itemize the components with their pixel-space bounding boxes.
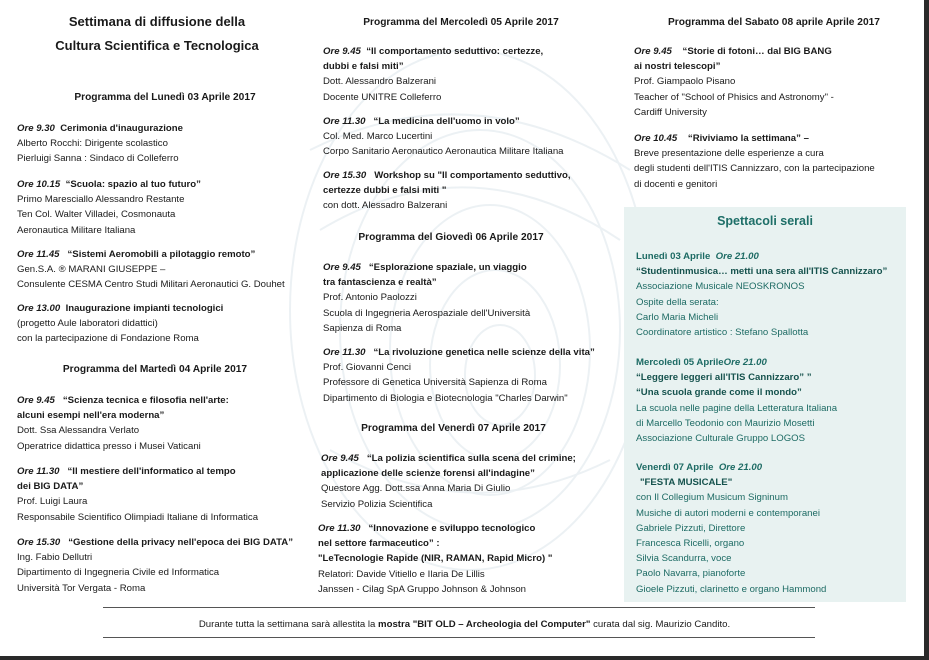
show-title: "FESTA MUSICALE" [640, 477, 733, 489]
program-item [17, 301, 223, 347]
item-detail: degli studenti dell'ITIS Cannizzaro, con la partecipazione [634, 163, 875, 175]
footer-exhibition: mostra "BIT OLD – Archeologia del Computer" [378, 619, 591, 630]
item-speaker: Col. Med. Marco Lucertini [323, 131, 433, 143]
show-time: Ore 21.00 [715, 251, 759, 262]
page-edge [924, 0, 929, 660]
item-time: Ore 11.30 [323, 347, 366, 358]
item-speaker: Gen.S.A. ® MARANI GIUSEPPE – [17, 264, 166, 276]
item-speaker: Ing. Fabio Dellutri [17, 552, 93, 564]
divider [103, 637, 815, 638]
item-speaker: Ten Col. Walter Villadei, Cosmonauta [17, 209, 176, 221]
program-item [323, 260, 530, 336]
item-speaker: Alberto Rocchi: Dirigente scolastico [17, 138, 168, 150]
show-item [636, 249, 887, 340]
item-title: “Il mestiere dell'informatico al tempo [67, 466, 236, 477]
item-time: Ore 9.45 [323, 46, 361, 57]
show-item [636, 460, 826, 597]
program-item [17, 535, 293, 596]
show-day: Mercoledì 05 Aprile [636, 357, 724, 368]
show-detail: Francesca Ricelli, organo [636, 538, 745, 550]
day-heading-wednesday: Programma del Mercoledì 05 Aprile 2017 [363, 17, 559, 28]
item-affiliation: Operatrice didattica presso i Musei Vaticani [17, 440, 201, 452]
day-heading-monday: Programma del Lunedì 03 Aprile 2017 [74, 92, 256, 103]
item-title: “La medicina dell'uomo in volo” [373, 116, 520, 127]
footer-text: curata dal sig. Maurizio Candito. [590, 619, 731, 630]
item-time: Ore 11.30 [323, 116, 366, 127]
program-item [323, 345, 595, 406]
item-speaker: Prof. Antonio Paolozzi [323, 292, 417, 304]
program-item [321, 451, 576, 512]
show-detail: di Marcello Teodonio con Maurizio Mosetti [636, 417, 815, 429]
item-title-cont: alcuni esempi nell'era moderna” [17, 410, 165, 422]
item-affiliation: Corpo Sanitario Aeronautico Aeronautica Militare Italiana [323, 146, 564, 158]
item-affiliation: Janssen - Cilag SpA Gruppo Johnson & Johnson [318, 583, 526, 595]
item-title-cont: tra fantascienza e realtà” [323, 277, 437, 289]
item-speaker: Pierluigi Sanna : Sindaco di Colleferro [17, 153, 179, 165]
show-title: “Leggere leggeri all'ITIS Cannizzaro” ” [636, 372, 812, 384]
item-affiliation: Cardiff University [634, 106, 707, 118]
item-detail: (progetto Aule laboratori didattici) [17, 318, 158, 330]
footer-text: Durante tutta la settimana sarà allestita la [198, 619, 379, 630]
item-title: Inaugurazione impianti tecnologici [65, 303, 224, 314]
item-detail: con la partecipazione di Fondazione Roma [17, 333, 199, 345]
item-time: Ore 9.45 [321, 453, 359, 464]
item-affiliation: Università Tor Vergata - Roma [17, 582, 146, 594]
item-title-cont: applicazione delle scienze forensi all'indagine” [321, 468, 535, 480]
item-speaker: Questore Agg. Dott.ssa Anna Maria Di Giulio [321, 483, 511, 495]
item-title-cont: certezze dubbi e falsi miti " [323, 185, 447, 197]
item-title: “Sistemi Aeromobili a pilotaggio remoto” [67, 249, 256, 260]
program-item [634, 44, 834, 120]
item-speaker: Prof. Giovanni Cenci [323, 362, 411, 374]
item-title: Cerimonia d'inaugurazione [60, 123, 183, 134]
item-affiliation: Docente UNITRE Colleferro [323, 91, 442, 103]
item-title: “Esplorazione spaziale, un viaggio [368, 262, 527, 273]
show-detail: Ospite della serata: [636, 296, 719, 308]
item-affiliation: Consulente CESMA Centro Studi Militari Aeronautici G. Douhet [17, 279, 285, 291]
item-title-cont: "LeTecnologie Rapide (NIR, RAMAN, Rapid Micro) " [318, 553, 553, 565]
item-title: Workshop su "Il comportamento seduttivo, [374, 170, 571, 181]
show-day: Venerdì 07 Aprile [636, 462, 714, 473]
show-detail: Associazione Culturale Gruppo LOGOS [636, 433, 806, 445]
show-detail: Carlo Maria Micheli [636, 311, 719, 323]
day-heading-friday: Programma del Venerdì 07 Aprile 2017 [361, 423, 546, 434]
item-time: Ore 9.45 [323, 262, 361, 273]
program-item [17, 247, 285, 293]
show-detail: Musiche di autori moderni e contemporanei [636, 507, 820, 519]
program-item [17, 177, 201, 238]
item-speaker: con dott. Alessadro Balzerani [323, 200, 448, 212]
item-time: Ore 13.00 [17, 303, 61, 314]
program-item [323, 114, 564, 160]
show-detail: Paolo Navarra, pianoforte [636, 568, 746, 580]
item-speaker: Dott. Ssa Alessandra Verlato [17, 425, 140, 437]
show-detail: La scuola nelle pagine della Letteratura Italiana [636, 402, 838, 414]
item-time: Ore 9.45 [17, 395, 55, 406]
show-detail: Silvia Scandurra, voce [636, 553, 732, 565]
show-title: “Studentinmusica… metti una sera all'ITIS Cannizzaro” [636, 266, 888, 278]
footer-note [0, 617, 929, 632]
item-affiliation: Aeronautica Militare Italiana [17, 224, 136, 236]
show-detail: con Il Collegium Musicum Signinum [636, 492, 788, 504]
item-affiliation: Servizio Polizia Scientifica [321, 498, 433, 510]
day-heading-thursday: Programma del Giovedì 06 Aprile 2017 [358, 232, 544, 243]
item-affiliation: Scuola di Ingegneria Aerospaziale dell'Università [323, 307, 531, 319]
show-day: Lunedì 03 Aprile [636, 251, 711, 262]
item-affiliation: Dipartimento di Ingegneria Civile ed Informatica [17, 567, 220, 579]
item-title: “Innovazione e sviluppo tecnologico [368, 523, 536, 534]
item-title: “La polizia scientifica sulla scena del crimine; [366, 453, 576, 464]
item-title-cont: dubbi e falsi miti” [323, 61, 404, 73]
program-item [323, 44, 543, 105]
item-time: Ore 10.15 [17, 179, 61, 190]
program-item [323, 168, 570, 214]
program-item [17, 121, 183, 167]
item-title: “Scuola: spazio al tuo futuro” [65, 179, 201, 190]
item-time: Ore 11.30 [318, 523, 361, 534]
show-time: Ore 21.00 [723, 357, 767, 368]
item-time: Ore 15.30 [17, 537, 61, 548]
item-time: Ore 15.30 [323, 170, 367, 181]
item-speaker: Relatori: Davide Vitiello e Ilaria De Lillis [318, 568, 485, 580]
item-affiliation: Responsabile Scientifico Olimpiadi Italiane di Informatica [17, 511, 259, 523]
show-detail: Coordinatore artistico : Stefano Spallotta [636, 327, 809, 339]
item-time: Ore 9.30 [17, 123, 55, 134]
program-item [634, 131, 875, 192]
program-item [17, 464, 258, 525]
item-title: “Riviviamo la settimana” – [687, 133, 809, 144]
item-affiliation: Teacher of "School of Phisics and Astronomy" - [634, 91, 834, 103]
item-title-cont: ai nostri telescopi” [634, 61, 721, 73]
page-edge [0, 656, 929, 660]
item-time: Ore 11.45 [17, 249, 60, 260]
program-item [17, 393, 229, 454]
item-title-cont: dei BIG DATA” [17, 481, 84, 493]
item-title: “Scienza tecnica e filosofia nell'arte: [62, 395, 229, 406]
item-title-cont: nel settore farmaceutico” : [318, 538, 440, 550]
item-time: Ore 10.45 [634, 133, 678, 144]
program-item [318, 521, 552, 597]
item-speaker: Dott. Alessandro Balzerani [323, 76, 437, 88]
show-title-cont: “Una scuola grande come il mondo” [636, 387, 802, 399]
day-heading-saturday: Programma del Sabato 08 aprile Aprile 2017 [668, 17, 880, 28]
show-detail: Associazione Musicale NEOSKRONOS [636, 281, 805, 293]
item-detail: di docenti e genitori [634, 178, 718, 190]
item-title: “Il comportamento seduttivo: certezze, [366, 46, 544, 57]
item-title: “Gestione della privacy nell'epoca dei BIG DATA” [68, 537, 293, 548]
show-item [636, 355, 837, 446]
item-title: “La rivoluzione genetica nelle scienze della vita” [373, 347, 595, 358]
item-speaker: Primo Maresciallo Alessandro Restante [17, 194, 185, 206]
item-title: “Storie di fotoni… dal BIG BANG [682, 46, 832, 57]
item-speaker: Prof. Giampaolo Pisano [634, 76, 736, 88]
evening-shows-title: Spettacoli serali [717, 214, 813, 228]
item-detail: Breve presentazione delle esperienze a cura [634, 148, 824, 160]
item-affiliation: Dipartimento di Biologia e Biotecnologia "Charles Darwin" [323, 392, 568, 404]
show-detail: Gabriele Pizzuti, Direttore [636, 522, 746, 534]
item-speaker: Prof. Luigi Laura [17, 496, 88, 508]
show-detail: Gioele Pizzuti, clarinetto e organo Hammond [636, 583, 827, 595]
divider [103, 607, 815, 608]
item-time: Ore 9.45 [634, 46, 672, 57]
item-affiliation: Sapienza di Roma [323, 322, 402, 334]
main-title-line1: Settimana di diffusione della [68, 14, 246, 29]
item-time: Ore 11.30 [17, 466, 60, 477]
show-time: Ore 21.00 [718, 462, 763, 473]
day-heading-tuesday: Programma del Martedì 04 Aprile 2017 [62, 364, 248, 375]
item-affiliation: Professore di Genetica Università Sapienza di Roma [323, 377, 547, 389]
main-title-line2: Cultura Scientifica e Tecnologica [55, 38, 259, 53]
